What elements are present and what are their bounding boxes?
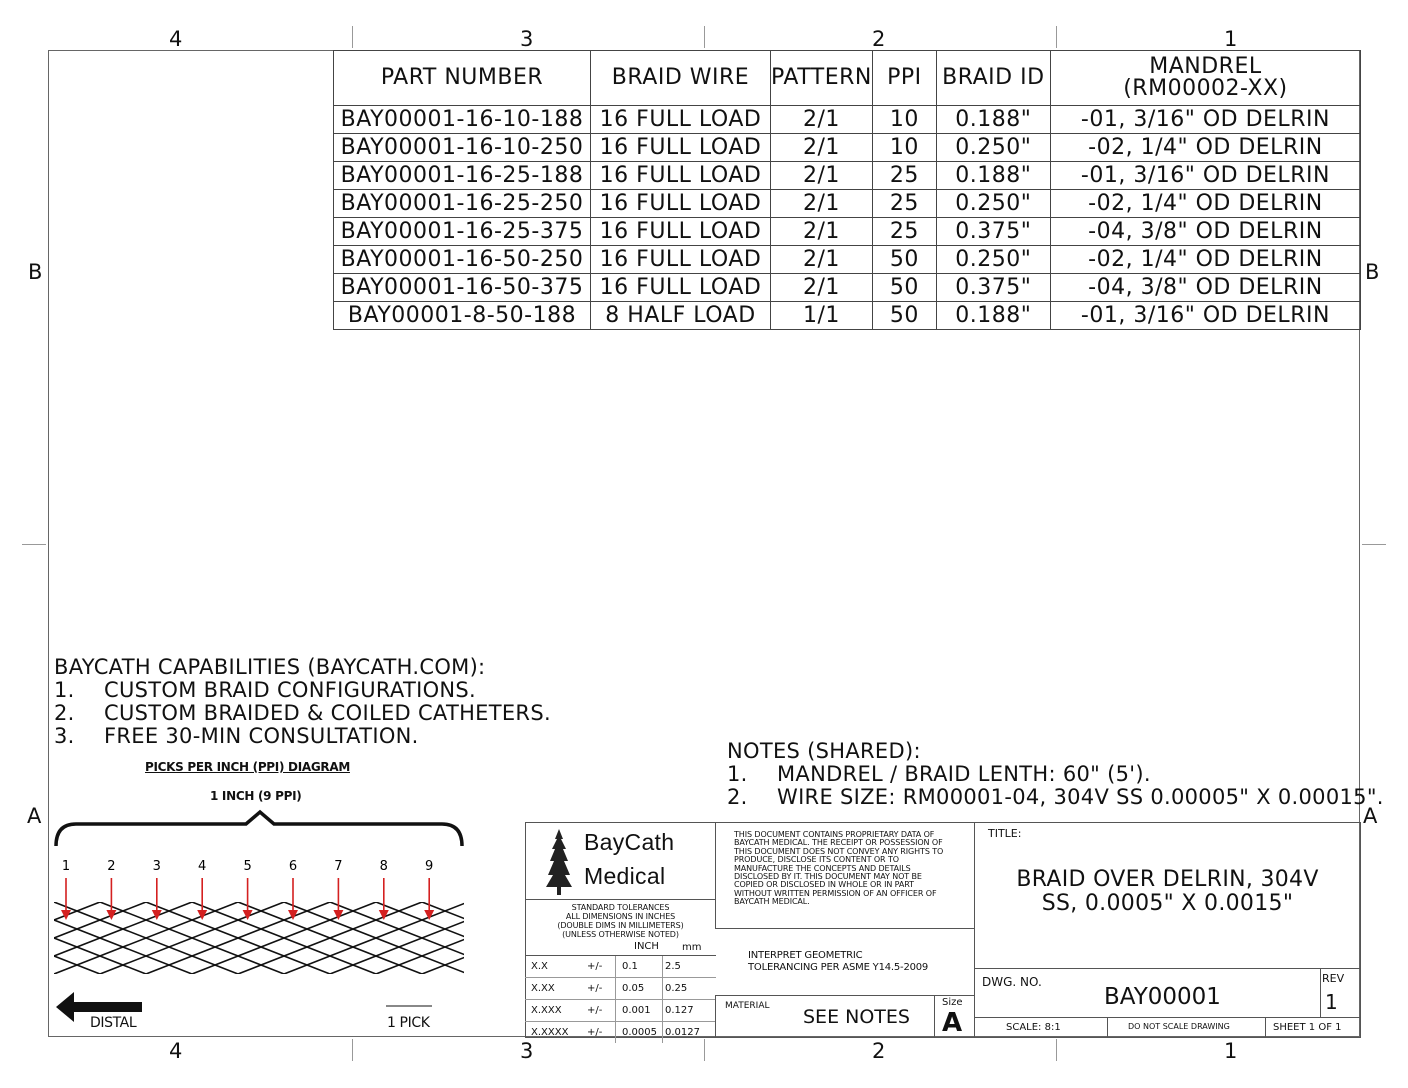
table-cell: 0.001 bbox=[616, 1000, 663, 1022]
pick-number: 4 bbox=[198, 859, 207, 874]
tolerance-header-line: (UNLESS OTHERWISE NOTED) bbox=[562, 930, 679, 939]
table-row bbox=[525, 1000, 716, 1022]
table-cell: 25 bbox=[872, 218, 936, 246]
proprietary-line: BAYCATH MEDICAL. THE RECEIPT OR POSSESSION OF bbox=[734, 838, 943, 848]
distal-label: DISTAL bbox=[90, 1015, 137, 1031]
drawing-title bbox=[974, 868, 1361, 916]
column-header: BRAID ID bbox=[936, 51, 1050, 106]
drawing-number-label: DWG. NO. bbox=[982, 975, 1042, 989]
table-cell: 50 bbox=[872, 246, 936, 274]
list-item bbox=[54, 679, 551, 702]
revision-value: 1 bbox=[1325, 990, 1338, 1014]
table-cell: BAY00001-16-10-250 bbox=[334, 134, 591, 162]
zone-divider bbox=[352, 1039, 353, 1061]
zone-label-top: 3 bbox=[520, 27, 534, 51]
table-cell: BAY00001-16-25-188 bbox=[334, 162, 591, 190]
proprietary-line: DISCLOSED BY IT. THIS DOCUMENT MAY NOT BE bbox=[734, 872, 922, 882]
zone-divider bbox=[352, 26, 353, 48]
table-cell: BAY00001-16-25-250 bbox=[334, 190, 591, 218]
list-item bbox=[54, 702, 551, 725]
capabilities-block bbox=[54, 656, 551, 748]
table-cell: X.X bbox=[525, 956, 581, 978]
tolerance-header bbox=[525, 903, 716, 939]
zone-label-left: A bbox=[27, 804, 42, 828]
divider bbox=[1107, 1017, 1108, 1038]
gdt-note-line1: INTERPRET GEOMETRIC bbox=[748, 950, 863, 961]
braid-wire bbox=[468, 902, 478, 974]
column-header: PATTERN bbox=[771, 51, 873, 106]
list-text: CUSTOM BRAID CONFIGURATIONS. bbox=[104, 678, 477, 702]
zone-label-bottom: 1 bbox=[1224, 1039, 1238, 1063]
table-cell: 25 bbox=[872, 190, 936, 218]
table-cell: 16 FULL LOAD bbox=[591, 274, 771, 302]
table-cell: 0.188" bbox=[936, 162, 1050, 190]
table-cell: 2/1 bbox=[771, 162, 873, 190]
table-row bbox=[334, 246, 1361, 274]
column-header: PPI bbox=[872, 51, 936, 106]
list-text: CUSTOM BRAIDED & COILED CATHETERS. bbox=[104, 701, 551, 725]
table-cell: 0.250" bbox=[936, 246, 1050, 274]
table-cell: X.XXX bbox=[525, 1000, 581, 1022]
zone-label-bottom: 4 bbox=[169, 1039, 183, 1063]
table-row bbox=[334, 106, 1361, 134]
zone-label-bottom: 2 bbox=[872, 1039, 886, 1063]
table-cell: 2/1 bbox=[771, 246, 873, 274]
scale-label: SCALE: 8:1 bbox=[1006, 1022, 1061, 1033]
arrow-head-icon bbox=[61, 910, 71, 920]
table-header-row bbox=[334, 51, 1361, 106]
divider bbox=[934, 995, 935, 1038]
table-row bbox=[334, 190, 1361, 218]
table-row bbox=[334, 274, 1361, 302]
zone-label-bottom: 3 bbox=[520, 1039, 534, 1063]
table-cell: -01, 3/16" OD DELRIN bbox=[1050, 302, 1360, 330]
zone-label-right: B bbox=[1365, 260, 1380, 284]
pick-number: 8 bbox=[379, 859, 388, 874]
list-item bbox=[727, 763, 1384, 786]
span-brace bbox=[56, 812, 462, 846]
table-cell: +/- bbox=[581, 956, 616, 978]
zone-divider bbox=[22, 544, 46, 545]
table-cell: 2/1 bbox=[771, 274, 873, 302]
tolerance-col-inch: INCH bbox=[634, 941, 659, 952]
list-item bbox=[727, 786, 1384, 809]
no-scale-label: DO NOT SCALE DRAWING bbox=[1128, 1022, 1230, 1031]
gdt-note-line2: TOLERANCING PER ASME Y14.5-2009 bbox=[748, 962, 929, 973]
zone-divider bbox=[704, 26, 705, 48]
pick-number: 2 bbox=[107, 859, 116, 874]
table-row bbox=[334, 162, 1361, 190]
diagram-title: PICKS PER INCH (PPI) DIAGRAM bbox=[145, 760, 350, 774]
table-row bbox=[525, 1022, 716, 1044]
table-cell: 16 FULL LOAD bbox=[591, 162, 771, 190]
table-cell: -04, 3/8" OD DELRIN bbox=[1050, 218, 1360, 246]
zone-divider bbox=[1362, 544, 1386, 545]
proprietary-line: THIS DOCUMENT CONTAINS PROPRIETARY DATA OF bbox=[734, 830, 935, 839]
table-cell: 0.25 bbox=[663, 978, 717, 1000]
table-cell: BAY00001-8-50-188 bbox=[334, 302, 591, 330]
part-number-table bbox=[333, 50, 1361, 330]
table-cell: 0.05 bbox=[616, 978, 663, 1000]
table-row bbox=[334, 134, 1361, 162]
table-cell: 1/1 bbox=[771, 302, 873, 330]
zone-label-left: B bbox=[28, 260, 43, 284]
tolerance-header-line: (DOUBLE DIMS IN MILLIMETERS) bbox=[557, 921, 684, 930]
table-cell: -02, 1/4" OD DELRIN bbox=[1050, 134, 1360, 162]
table-cell: 10 bbox=[872, 134, 936, 162]
proprietary-line: MANUFACTURE THE CONCEPTS AND DETAILS bbox=[734, 863, 911, 873]
pick-label: 1 PICK bbox=[387, 1015, 430, 1031]
company-name-line2: Medical bbox=[584, 863, 666, 889]
table-cell: 2/1 bbox=[771, 106, 873, 134]
table-cell: 0.1 bbox=[616, 956, 663, 978]
column-header: BRAID WIRE bbox=[591, 51, 771, 106]
list-item bbox=[54, 725, 551, 748]
pick-number: 7 bbox=[334, 859, 343, 874]
list-number: 2. bbox=[727, 785, 748, 809]
table-cell: BAY00001-16-50-250 bbox=[334, 246, 591, 274]
notes-title: NOTES (SHARED): bbox=[727, 739, 921, 763]
table-cell: 2/1 bbox=[771, 134, 873, 162]
capabilities-title: BAYCATH CAPABILITIES (BAYCATH.COM): bbox=[54, 655, 486, 679]
table-cell: 50 bbox=[872, 302, 936, 330]
table-cell: 8 HALF LOAD bbox=[591, 302, 771, 330]
divider bbox=[1265, 1017, 1266, 1038]
proprietary-line: BAYCATH MEDICAL. bbox=[734, 897, 810, 907]
tolerance-col-mm: mm bbox=[682, 942, 702, 953]
drawing-title-line2: SS, 0.0005" X 0.0015" bbox=[1041, 891, 1294, 916]
tolerance-table bbox=[525, 956, 716, 1043]
column-header: MANDREL (RM00002-XX) bbox=[1050, 51, 1360, 106]
braid-wire bbox=[468, 902, 478, 974]
material-label: MATERIAL bbox=[725, 1001, 770, 1011]
title-label: TITLE: bbox=[988, 827, 1022, 840]
table-cell: 10 bbox=[872, 106, 936, 134]
column-header: PART NUMBER bbox=[334, 51, 591, 106]
divider bbox=[1320, 968, 1321, 1018]
proprietary-line: THIS DOCUMENT DOES NOT CONVEY ANY RIGHTS TO bbox=[734, 846, 944, 856]
table-cell: X.XXXX bbox=[531, 1027, 569, 1038]
table-cell: 0.127 bbox=[663, 1000, 717, 1022]
table-cell: 0.0127 bbox=[663, 1022, 717, 1044]
logo-cell bbox=[525, 822, 716, 900]
table-cell: 2/1 bbox=[771, 190, 873, 218]
material-value: SEE NOTES bbox=[803, 1006, 910, 1028]
proprietary-line: PRODUCE, DISCLOSE ITS CONTENT OR TO bbox=[734, 855, 899, 865]
table-cell: 0.375" bbox=[936, 274, 1050, 302]
zone-divider bbox=[1056, 1039, 1057, 1061]
table-cell: 16 FULL LOAD bbox=[591, 246, 771, 274]
list-number: 3. bbox=[54, 724, 75, 748]
tree-logo-icon bbox=[546, 829, 572, 895]
table-cell: 0.0005 bbox=[616, 1022, 663, 1044]
table-cell: +/- bbox=[581, 978, 616, 1000]
pick-number: 9 bbox=[425, 859, 434, 874]
pick-number: 1 bbox=[61, 859, 71, 874]
zone-label-right: A bbox=[1363, 804, 1378, 828]
pick-number: 6 bbox=[288, 859, 298, 874]
table-cell: 0.250" bbox=[936, 134, 1050, 162]
table-cell: 0.250" bbox=[936, 190, 1050, 218]
list-text: FREE 30-MIN CONSULTATION. bbox=[104, 724, 419, 748]
table-cell: -01, 3/16" OD DELRIN bbox=[1050, 106, 1360, 134]
table-cell: 2.5 bbox=[663, 956, 717, 978]
table-cell: -04, 3/8" OD DELRIN bbox=[1050, 274, 1360, 302]
size-value: A bbox=[942, 1008, 963, 1038]
notes-block bbox=[727, 740, 1384, 809]
tolerance-header-line: STANDARD TOLERANCES bbox=[571, 903, 670, 912]
table-cell: -02, 1/4" OD DELRIN bbox=[1050, 246, 1360, 274]
proprietary-line: WITHOUT WRITTEN PERMISSION OF AN OFFICER OF bbox=[734, 888, 937, 898]
list-number: 1. bbox=[727, 762, 748, 786]
zone-label-top: 4 bbox=[169, 27, 183, 51]
pick-number: 3 bbox=[152, 859, 161, 874]
table-cell: X.XX bbox=[525, 978, 581, 1000]
table-row bbox=[334, 218, 1361, 246]
table-cell: 0.375" bbox=[936, 218, 1050, 246]
table-cell: 25 bbox=[872, 162, 936, 190]
pick-number: 5 bbox=[243, 859, 252, 874]
drawing-number: BAY00001 bbox=[1104, 984, 1221, 1010]
zone-divider bbox=[1056, 26, 1057, 48]
table-cell: 0.188" bbox=[936, 302, 1050, 330]
table-row bbox=[525, 978, 716, 1000]
table-row bbox=[525, 956, 716, 978]
table-cell: 16 FULL LOAD bbox=[591, 106, 771, 134]
table-cell: -01, 3/16" OD DELRIN bbox=[1050, 162, 1360, 190]
pick-numbers bbox=[62, 859, 433, 874]
table-cell: BAY00001-16-10-188 bbox=[334, 106, 591, 134]
proprietary-notice bbox=[734, 831, 970, 907]
table-row bbox=[334, 302, 1361, 330]
table-cell: 16 FULL LOAD bbox=[591, 190, 771, 218]
company-name-line1: BayCath bbox=[584, 829, 675, 855]
list-number: 2. bbox=[54, 701, 75, 725]
list-text: MANDREL / BRAID LENTH: 60" (5'). bbox=[777, 762, 1151, 786]
proprietary-line: COPIED OR DISCLOSED IN WHOLE OR IN PART bbox=[734, 880, 914, 890]
ppi-diagram bbox=[48, 806, 478, 1036]
table-cell: +/- bbox=[587, 1027, 603, 1038]
sheet-label: SHEET 1 OF 1 bbox=[1273, 1022, 1342, 1033]
drawing-title-line1: BRAID OVER DELRIN, 304V bbox=[1016, 867, 1319, 892]
table-cell: -02, 1/4" OD DELRIN bbox=[1050, 190, 1360, 218]
table-cell: 50 bbox=[872, 274, 936, 302]
tolerance-header-line: ALL DIMENSIONS IN INCHES bbox=[565, 912, 676, 921]
list-number: 1. bbox=[54, 678, 75, 702]
table-cell: 16 FULL LOAD bbox=[591, 218, 771, 246]
diagram-span-label: 1 INCH (9 PPI) bbox=[210, 789, 302, 803]
zone-label-top: 1 bbox=[1224, 27, 1238, 51]
revision-label: REV bbox=[1322, 972, 1345, 985]
table-cell: BAY00001-16-50-375 bbox=[334, 274, 591, 302]
size-label: Size bbox=[942, 997, 963, 1008]
table-cell: BAY00001-16-25-375 bbox=[334, 218, 591, 246]
table-cell: 16 FULL LOAD bbox=[591, 134, 771, 162]
table-cell: 0.188" bbox=[936, 106, 1050, 134]
table-cell: +/- bbox=[581, 1000, 616, 1022]
zone-label-top: 2 bbox=[872, 27, 886, 51]
table-cell: 2/1 bbox=[771, 218, 873, 246]
list-text: WIRE SIZE: RM00001-04, 304V SS 0.00005" X 0.00015". bbox=[777, 785, 1384, 809]
